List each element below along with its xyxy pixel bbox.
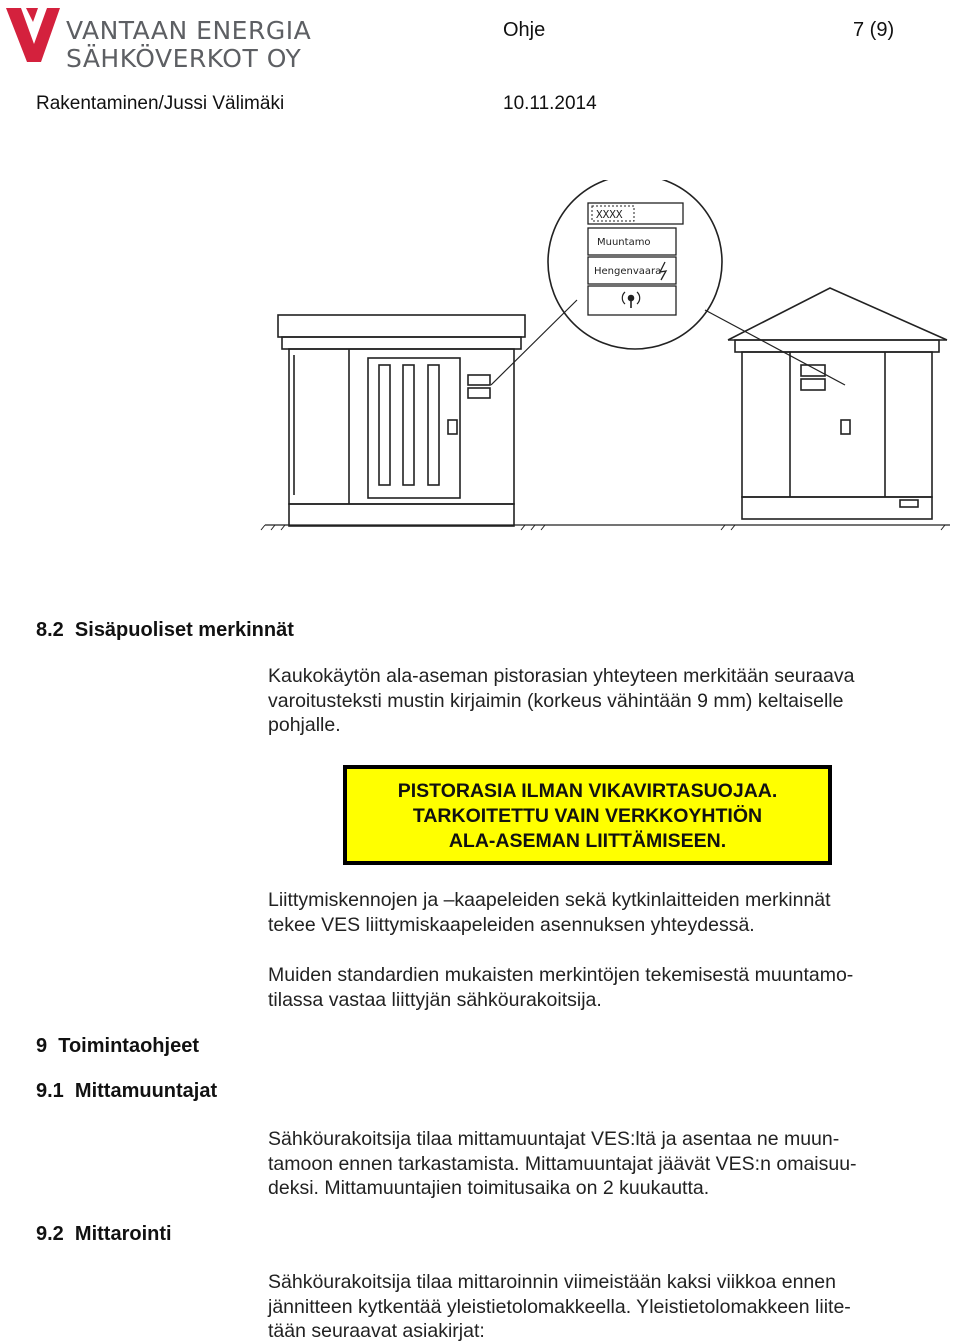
text-line: tään seuraavat asiakirjat: xyxy=(268,1320,485,1342)
sign-muuntamo: Muuntamo xyxy=(597,237,651,248)
left-station xyxy=(278,315,525,526)
logo-line-1: VANTAAN ENERGIA xyxy=(66,16,312,45)
text-line: Liittymiskennojen ja –kaapeleiden sekä kytkinlaitteiden merkinnät xyxy=(268,889,831,911)
text-line: Kaukokäytön ala-aseman pistorasian yhteyteen merkitään seuraava xyxy=(268,665,855,687)
section-9-2-text xyxy=(268,1270,851,1344)
page-number: 7 (9) xyxy=(853,19,895,41)
section-9-1-text xyxy=(268,1127,857,1201)
warning-sign xyxy=(343,765,832,865)
warning-line: PISTORASIA ILMAN VIKAVIRTASUOJAA. xyxy=(397,780,778,802)
company-logo-icon xyxy=(4,4,62,68)
section-9-2-heading: 9.2 Mittarointi xyxy=(36,1223,172,1245)
section-8-2-heading: 8.2 Sisäpuoliset merkinnät xyxy=(36,619,294,641)
sign-hengenvaara: Hengenvaara xyxy=(594,266,662,277)
author: Rakentaminen/Jussi Välimäki xyxy=(36,93,285,114)
section-8-2-para2 xyxy=(268,888,831,937)
section-8-2-para3 xyxy=(268,963,853,1012)
doc-type: Ohje xyxy=(503,19,546,41)
section-9-1-heading: 9.1 Mittamuuntajat xyxy=(36,1080,218,1102)
warning-line: ALA-ASEMAN LIITTÄMISEEN. xyxy=(448,830,727,852)
text-line: pohjalle. xyxy=(268,714,341,736)
substation-drawing xyxy=(255,180,955,550)
right-station xyxy=(728,288,947,519)
text-line: deksi. Mittamuuntajien toimitusaika on 2 kuukautta. xyxy=(268,1177,710,1199)
sign-panels xyxy=(588,203,683,315)
warning-line: TARKOITETTU VAIN VERKKOYHTIÖN xyxy=(412,805,763,827)
detail-circle xyxy=(548,180,722,349)
section-8-2-intro xyxy=(268,664,854,738)
section-9-heading: 9 Toimintaohjeet xyxy=(36,1035,199,1057)
text-line: Muiden standardien mukaisten merkintöjen tekemisestä muuntamo- xyxy=(268,964,854,986)
text-line: varoitusteksti mustin kirjaimin (korkeus vähintään 9 mm) keltaiselle xyxy=(268,689,844,712)
logo-line-2: SÄHKÖVERKOT OY xyxy=(66,44,302,73)
text-line: tekee VES liittymiskaapeleiden asennuksen yhteydessä. xyxy=(268,913,755,936)
text-line: Sähköurakoitsija tilaa mittamuuntajat VES:ltä ja asentaa ne muun- xyxy=(268,1128,840,1150)
date: 10.11.2014 xyxy=(503,93,597,114)
text-line: jännitteen kytkentää yleistietolomakkeella. Yleistietolomakkeen liite- xyxy=(268,1295,851,1318)
sign-xxxx: XXXX xyxy=(596,208,623,221)
text-line: tamoon ennen tarkastamista. Mittamuuntajat jäävät VES:n omaisuu- xyxy=(268,1152,857,1175)
text-line: tilassa vastaa liittyjän sähköurakoitsija. xyxy=(268,988,602,1011)
text-line: Sähköurakoitsija tilaa mittaroinnin viimeistään kaksi viikkoa ennen xyxy=(268,1271,836,1293)
